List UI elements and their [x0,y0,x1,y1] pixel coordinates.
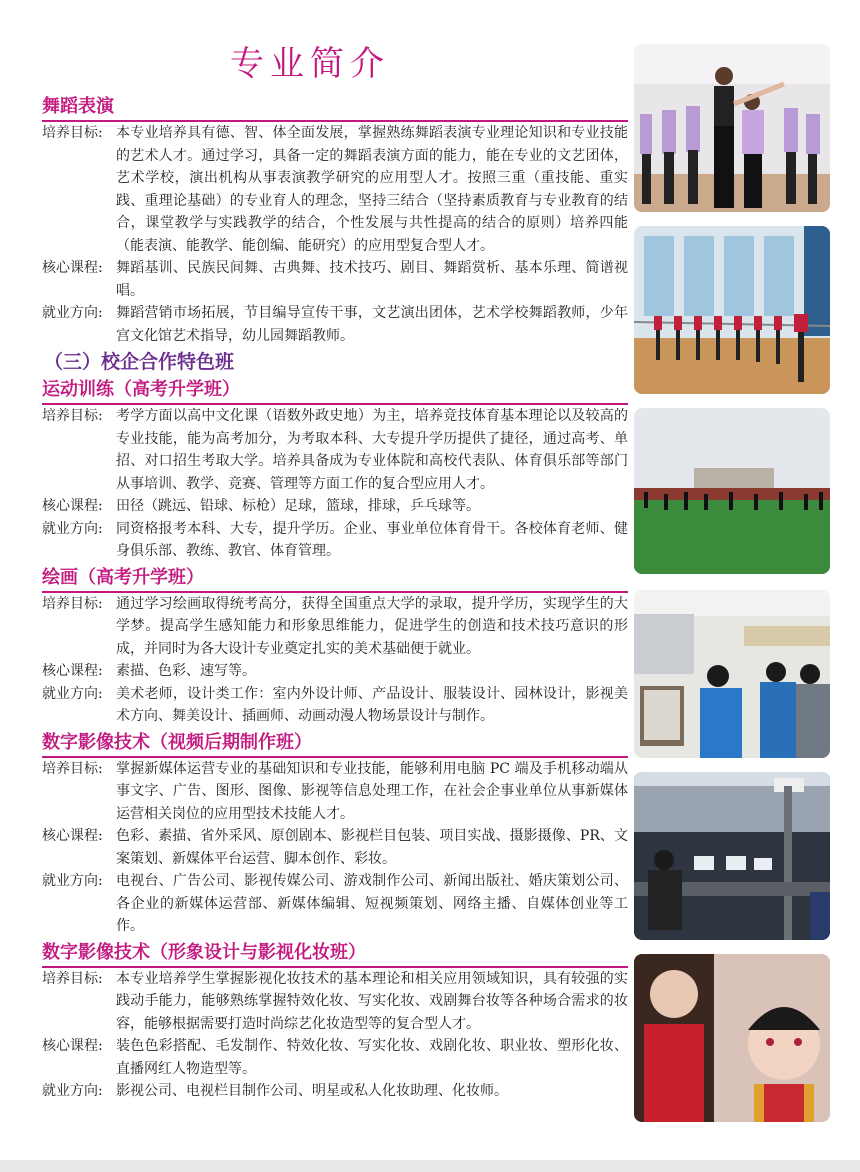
row-label: 培养目标: [42,125,103,141]
sports-field-photo [634,408,830,574]
section-heading: 绘画（高考升学班） [42,567,628,593]
section-painting [42,567,628,728]
row-career [42,302,628,347]
row-label: 培养目标: [42,760,103,777]
bottom-bar [0,1160,860,1172]
row-label: 培养目标: [42,970,103,987]
row-text: 掌握新媒体运营专业的基础知识和专业技能，能够利用电脑 PC 端及手机移动端从事文字、广告、图形、图像、影视等信息处理工作，在社会企事业单位从事新媒体运营相关岗位的应用型技术技能人才。 [116,760,628,822]
row-label: 核心课程: [42,498,103,514]
row-label: 核心课程: [42,663,103,679]
row-label: 就业方向: [42,520,103,537]
row-label: 核心课程: [42,828,103,844]
row-text: 同资格报考本科、大专，提升学历。企业、事业单位体育骨干。各校体育老师、健身俱乐部、教练、教官、体育管理。 [116,520,628,559]
painting-class-photo [634,590,830,758]
section-dance [42,96,628,347]
row-text: 装色色彩搭配、毛发制作、特效化妆、写实化妆、戏剧化妆、职业妆、塑形化妆、直播网红人物造型等。 [116,1038,628,1077]
row-goal [42,405,628,495]
row-text: 舞蹈营销市场拓展，节目编导宣传干事，文艺演出团体，艺术学校舞蹈教师，少年宫文化馆艺术指导，幼儿园舞蹈教师。 [116,305,628,344]
row-courses [42,257,628,302]
row-courses [42,1035,628,1080]
computer-lab-photo [634,772,830,940]
makeup-class-photo [634,954,830,1122]
row-goal [42,122,628,257]
section-sports [42,379,628,563]
section-heading: 数字影像技术（形象设计与影视化妆班） [42,942,628,968]
row-career [42,518,628,563]
row-text: 色彩、素描、省外采风、原创剧本、影视栏目包装、项目实战、摄影摄像、PR、文案策划、新媒体平台运营、脚本创作、彩妆。 [116,828,628,867]
row-label: 就业方向: [42,873,103,889]
row-text: 本专业培养具有德、智、体全面发展，掌握熟练舞蹈表演专业理论知识和专业技能的艺术人才。通过学习，具备一定的舞蹈表演方面的能力，能在专业的文艺团体，艺术学校，演出机构从事表演教学研究的应用型人才。按照三重（重技能、重实践、重理论基础）的专业育人的理念，坚持三结合（坚持素质教育与专业教育的结合，课堂教学与实践教学的结合，个性发展与共性提高的结合的原则）培养四能（能表演、能教学、能创编、能研究）的应用型复合型人才。 [116,125,628,254]
row-label: 培养目标: [42,408,103,424]
section-heading: 舞蹈表演 [42,96,628,122]
row-text: 舞蹈基训、民族民间舞、古典舞、技术技巧、剧目、舞蹈赏析、基本乐理、简谱视唱。 [116,260,628,299]
row-goal [42,758,628,826]
dance-class-photo [634,44,830,212]
row-label: 核心课程: [42,260,103,276]
row-text: 电视台、广告公司、影视传媒公司、游戏制作公司、新闻出版社、婚庆策划公司、各企业的新媒体运营部、新媒体编辑、短视频策划、网络主播、自媒体创业等工作。 [116,873,628,934]
row-goal [42,968,628,1036]
row-label: 就业方向: [42,305,103,321]
row-label: 培养目标: [42,595,103,612]
content-column [42,94,628,1103]
row-courses [42,495,628,518]
row-courses [42,660,628,683]
row-courses [42,825,628,870]
row-text: 考学方面以高中文化课（语数外政史地）为主，培养竞技体育基本理论以及较高的专业技能，能为高考加分，为考取本科、大专提升学历提供了捷径，通过高考、单招、对口招生考取大学。培养具备成为专业体院和高校代表队、体育俱乐部等部门从事培训、教学、竞赛、管理等方面工作的复合型应用人才。 [116,408,628,492]
section-video-post [42,732,628,938]
row-text: 美术老师，设计类工作：室内外设计师、产品设计、服装设计、园林设计，影视美术方向、舞美设计、插画师、动画动漫人物场景设计与制作。 [116,685,628,724]
row-text: 本专业培养学生掌握影视化妆技术的基本理论和相关应用领域知识，具有较强的实践动手能力，能够熟练掌握特效化妆、写实化妆、戏剧舞台妆等各种场合需求的妆容，能够根据需要打造时尚综艺化妆造型等的复合型人才。 [116,970,628,1032]
subsection-title: （三）校企合作特色班 [44,351,235,373]
row-text: 通过学习绘画取得统考高分，获得全国重点大学的录取，提升学历，实现学生的大学梦。提高学生感知能力和形象思维能力，促进学生的创造和技术技巧意识的形成，并同时为各大设计专业奠定扎实的美术基础便于就业。 [116,595,628,657]
row-career [42,870,628,938]
row-label: 就业方向: [42,1083,103,1099]
section-makeup [42,942,628,1103]
row-career [42,683,628,728]
row-text: 田径（跳远、铅球、标枪）足球，篮球，排球，乒乓球等。 [116,498,480,514]
row-goal [42,593,628,661]
row-text: 素描、色彩、速写等。 [116,663,256,679]
row-label: 就业方向: [42,685,103,702]
page-title: 专业简介 [230,44,390,84]
section-heading: 运动训练（高考升学班） [42,379,628,405]
dance-studio-photo [634,226,830,394]
row-career [42,1080,628,1103]
section-heading: 数字影像技术（视频后期制作班） [42,732,628,758]
row-label: 核心课程: [42,1038,103,1054]
row-text: 影视公司、电视栏目制作公司、明星或私人化妆助理、化妆师。 [116,1083,508,1099]
